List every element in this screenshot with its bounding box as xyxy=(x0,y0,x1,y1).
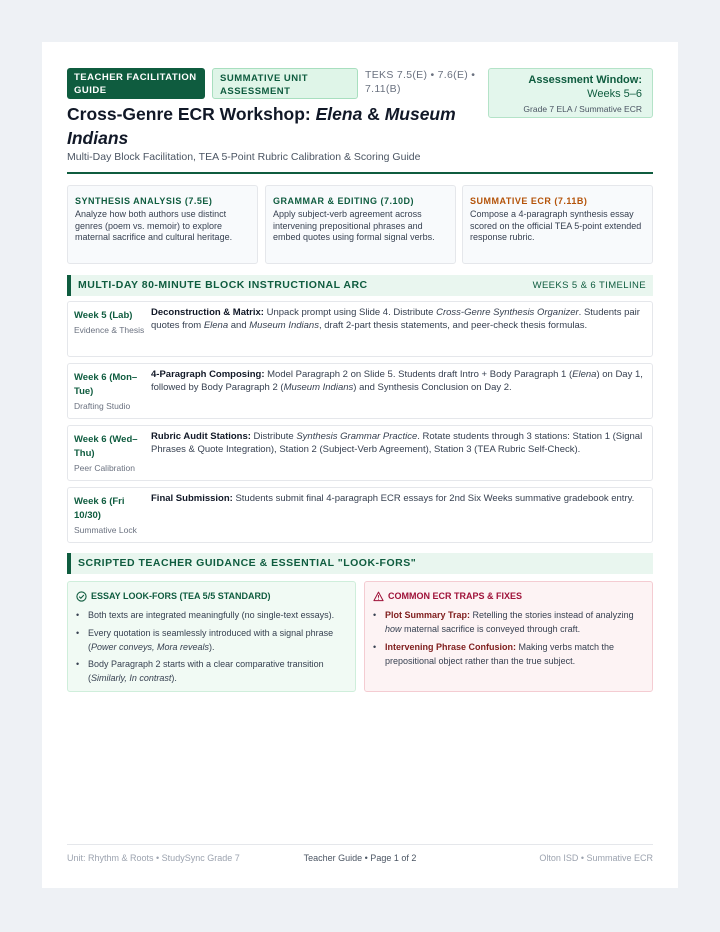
list-item: • Plot Summary Trap: Retelling the stories instead of analyzing how maternal sacrifice is conveyed through craft. xyxy=(373,608,646,636)
facilitation-guide-badge: TEACHER FACILITATION GUIDE xyxy=(67,68,205,99)
timeline-week xyxy=(74,433,148,475)
week-focus: Summative Lock xyxy=(74,525,137,535)
list-item: • Intervening Phrase Confusion: Making verbs match the prepositional object rather than the true subject. xyxy=(373,640,646,668)
traps-heading: COMMON ECR TRAPS & FIXES xyxy=(373,589,644,603)
look-fors-heading: ESSAY LOOK-FORS (TEA 5/5 STANDARD) xyxy=(76,589,347,603)
week-label: Week 6 (Mon–Tue) xyxy=(74,372,138,397)
objective-card-grammar xyxy=(265,185,456,264)
card-body: Compose a 4-paragraph synthesis essay scored on the official TEA 5-point extended response rubric. xyxy=(470,209,642,242)
week-label: Week 6 (Fri 10/30) xyxy=(74,496,125,521)
footer-unit: Unit: Rhythm & Roots • StudySync Grade 7 xyxy=(67,853,240,863)
card-body: Analyze how both authors use distinct genres (poem vs. memoir) to explore maternal sacrifice and cultural heritage. xyxy=(75,209,233,242)
document-page xyxy=(42,42,678,888)
title-divider xyxy=(67,172,653,174)
week-label: Week 5 (Lab) xyxy=(74,310,133,321)
timeline-description: Final Submission: Students submit final 4-paragraph ECR essays for 2nd Six Weeks summative gradebook entry. xyxy=(151,493,635,504)
header-badges xyxy=(67,68,487,100)
assessment-window-box xyxy=(488,68,653,118)
footer-district: Olton ISD • Summative ECR xyxy=(539,853,653,863)
arc-section-title: MULTI-DAY 80-MINUTE BLOCK INSTRUCTIONAL ARC xyxy=(78,279,368,291)
page-footer xyxy=(67,844,653,864)
timeline-week xyxy=(74,371,148,413)
timeline-description: Deconstruction & Matrix: Unpack prompt using Slide 4. Distribute Cross-Genre Synthesis Organizer. Students pair quotes from Elena and Museum Indians, draft 2-part thesis statements, and peer-check thesis formulas. xyxy=(151,307,640,331)
list-item: • Both texts are integrated meaningfully (no single-text essays). xyxy=(76,608,349,622)
arc-section-header xyxy=(67,275,653,296)
guidance-section-title: SCRIPTED TEACHER GUIDANCE & ESSENTIAL "LOOK-FORS" xyxy=(78,557,417,569)
list-item: • Every quotation is seamlessly introduced with a signal phrase (Power conveys, Mora reveals). xyxy=(76,626,349,654)
summative-assessment-badge: SUMMATIVE UNIT ASSESSMENT xyxy=(212,68,358,99)
look-fors-box xyxy=(67,581,356,692)
footer-page-number: Teacher Guide • Page 1 of 2 xyxy=(303,853,417,863)
card-heading: SUMMATIVE ECR (7.11B) xyxy=(470,196,588,206)
page-title: Cross-Genre ECR Workshop: Elena & Museum Indians xyxy=(67,104,456,148)
assessment-window-value: Weeks 5–6 xyxy=(587,88,642,100)
teks-codes: TEKS 7.5(E) • 7.6(E) • 7.11(B) xyxy=(365,69,476,95)
timeline-description: Rubric Audit Stations: Distribute Synthesis Grammar Practice. Rotate students through 3 stations: Station 1 (Signal Phrases & Quote Integration), Station 2 (Subject-Verb Agreement), Station 3 (TEA Rubric Self-Check). xyxy=(151,431,643,455)
assessment-window-subtitle: Grade 7 ELA / Summative ECR xyxy=(523,104,642,114)
check-circle-icon xyxy=(76,591,87,602)
warning-icon xyxy=(373,591,384,602)
timeline-week xyxy=(74,495,148,537)
list-item: • Body Paragraph 2 starts with a clear comparative transition (Similarly, In contrast). xyxy=(76,657,349,685)
week-focus: Evidence & Thesis xyxy=(74,325,145,335)
timeline-week xyxy=(74,309,148,337)
week-focus: Drafting Studio xyxy=(74,401,131,411)
arc-timeline-label: WEEKS 5 & 6 TIMELINE xyxy=(532,280,646,291)
timeline-description: 4-Paragraph Composing: Model Paragraph 2 on Slide 5. Students draft Intro + Body Paragraph 1 (Elena) on Day 1, followed by Body Paragraph 2 (Museum Indians) and Synthesis Conclusion on Day 2. xyxy=(151,369,643,393)
week-focus: Peer Calibration xyxy=(74,463,135,473)
timeline-row xyxy=(67,363,653,419)
week-label: Week 6 (Wed–Thu) xyxy=(74,434,138,459)
card-body: Apply subject-verb agreement across intervening prepositional phrases and embed quotes using formal signal verbs. xyxy=(273,209,435,242)
timeline-row xyxy=(67,425,653,481)
timeline-row xyxy=(67,487,653,543)
objective-card-summative xyxy=(462,185,653,264)
traps-box xyxy=(364,581,653,692)
assessment-window-label: Assessment Window: xyxy=(528,74,642,86)
page-subtitle: Multi-Day Block Facilitation, TEA 5-Point Rubric Calibration & Scoring Guide xyxy=(67,151,421,163)
timeline-row xyxy=(67,301,653,357)
guidance-section-header xyxy=(67,553,653,574)
objective-card-synthesis xyxy=(67,185,258,264)
objective-cards xyxy=(67,185,653,264)
card-heading: SYNTHESIS ANALYSIS (7.5E) xyxy=(75,196,213,206)
card-heading: GRAMMAR & EDITING (7.10D) xyxy=(273,196,415,206)
